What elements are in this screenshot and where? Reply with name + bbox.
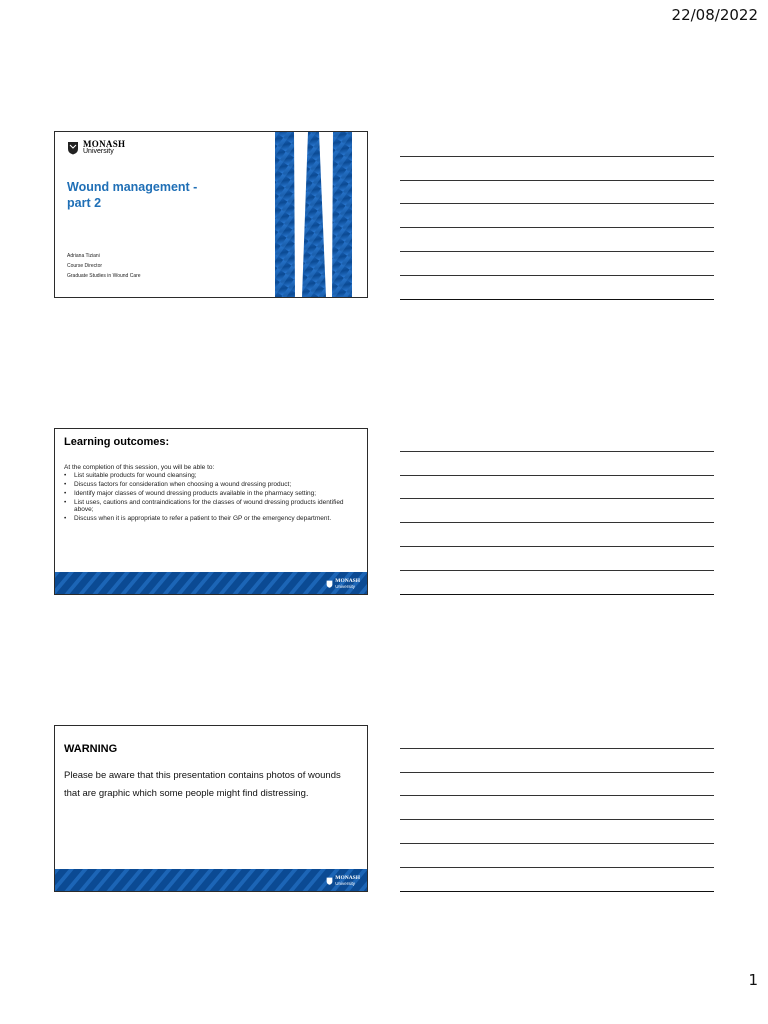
footer-logo — [326, 876, 360, 886]
footer-logo — [326, 579, 360, 589]
presenter-name: Adriana Tiziani — [67, 253, 100, 259]
slide-thumbnail-title — [54, 131, 368, 298]
slide-body: Please be aware that this presentation contains photos of wounds that are graphic which some people might find distressing. — [64, 770, 341, 799]
presenter-role: Course Director — [67, 263, 103, 269]
footer-logo-subtitle: University — [335, 584, 356, 589]
title-line-2: part 2 — [67, 196, 102, 210]
footer-logo-wordmark: MONASH — [335, 875, 360, 881]
monash-crest-icon — [326, 877, 333, 885]
slide-footer-band — [55, 869, 367, 891]
slide-footer-band — [55, 572, 367, 594]
monash-m-graphic — [275, 132, 352, 297]
outcomes-list — [64, 473, 349, 525]
presenter-info — [67, 251, 141, 281]
monash-crest-icon — [326, 580, 333, 588]
list-item: • List suitable products for wound cleansing; — [64, 473, 349, 480]
list-item: • List uses, cautions and contraindications for the classes of wound dressing products identified above; — [64, 500, 349, 514]
notes-lines-2 — [400, 428, 714, 595]
title-line-1: Wound management - — [67, 180, 198, 194]
slide-intro: At the completion of this session, you will be able to: — [64, 464, 215, 471]
logo-wordmark: MONASH — [83, 139, 126, 149]
footer-logo-wordmark: MONASH — [335, 578, 360, 584]
page-number: 1 — [748, 971, 758, 989]
list-item: • Discuss when it is appropriate to refer a patient to their GP or the emergency department. — [64, 516, 349, 523]
slide-thumbnail-learning-outcomes — [54, 428, 368, 595]
monash-logo — [67, 140, 125, 156]
slide-heading: WARNING — [64, 743, 118, 755]
slide-title — [67, 179, 267, 211]
notes-lines-1 — [400, 133, 714, 300]
monash-crest-icon — [67, 141, 79, 155]
print-date: 22/08/2022 — [671, 6, 758, 24]
footer-logo-subtitle: University — [335, 881, 356, 886]
logo-subtitle: University — [83, 148, 114, 155]
notes-lines-3 — [400, 725, 714, 892]
presenter-program: Graduate Studies in Wound Care — [67, 273, 141, 279]
slide-thumbnail-warning — [54, 725, 368, 892]
slide-heading: Learning outcomes: — [64, 436, 170, 448]
list-item: • Identify major classes of wound dressing products available in the pharmacy setting; — [64, 491, 349, 498]
list-item: • Discuss factors for consideration when choosing a wound dressing product; — [64, 482, 349, 489]
